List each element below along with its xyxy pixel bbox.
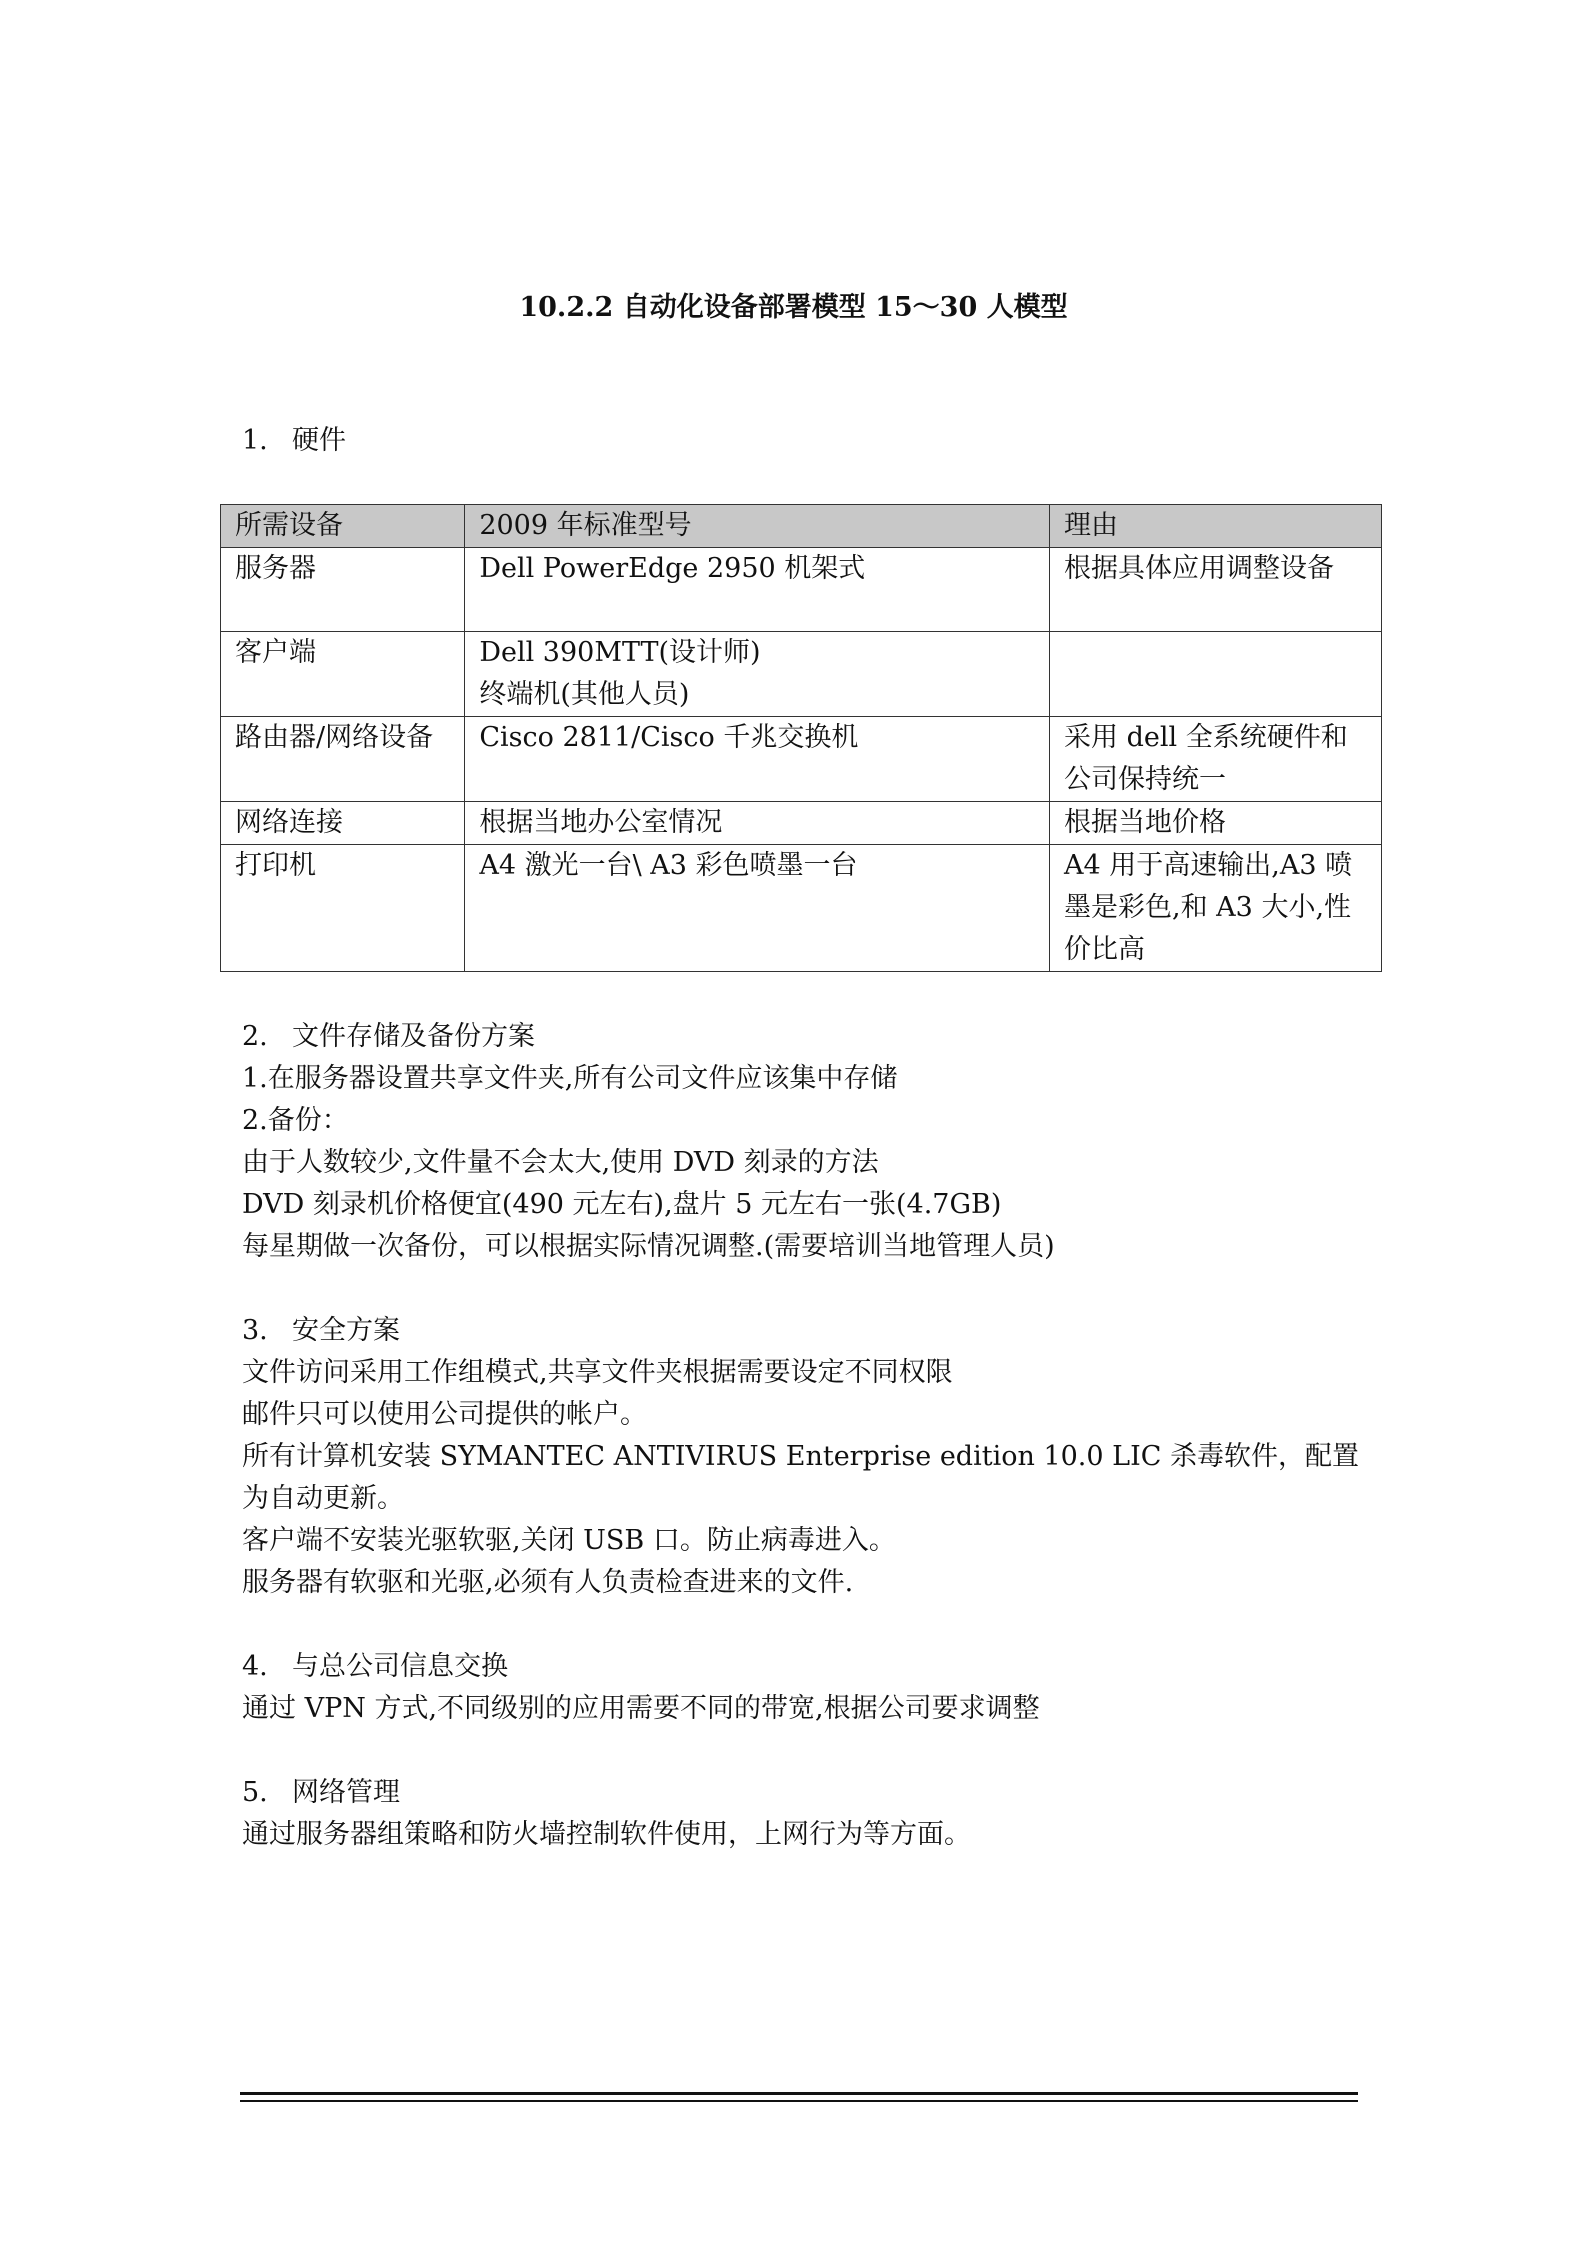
model-line: 根据当地办公室情况 <box>479 807 723 838</box>
text-line: 由于人数较少,文件量不会太大,使用 DVD 刻录的方法 <box>242 1147 879 1178</box>
column-header-device: 所需设备 <box>221 505 465 548</box>
cell-reason: 采用 dell 全系统硬件和公司保持统一 <box>1050 717 1382 802</box>
text-line: DVD 刻录机价格便宜(490 元左右),盘片 5 元左右一张(4.7GB) <box>242 1189 1002 1220</box>
text-line: 文件访问采用工作组模式,共享文件夹根据需要设定不同权限 <box>242 1357 953 1388</box>
model-line: Dell PowerEdge 2950 机架式 <box>479 553 866 584</box>
table-row <box>221 632 1382 717</box>
model-line: A4 激光一台\ A3 彩色喷墨一台 <box>479 850 858 881</box>
section-number: 4. <box>242 1651 268 1682</box>
section-number: 5. <box>242 1777 268 1808</box>
security-paragraph <box>242 1352 1362 1604</box>
footer-rule <box>240 2092 1358 2095</box>
section-title: 与总公司信息交换 <box>292 1651 508 1682</box>
cell-reason: A4 用于高速输出,A3 喷墨是彩色,和 A3 大小,性价比高 <box>1050 845 1382 972</box>
section-title: 硬件 <box>292 425 346 456</box>
text-line: 通过 VPN 方式,不同级别的应用需要不同的带宽,根据公司要求调整 <box>242 1693 1040 1724</box>
text-line: 每星期做一次备份，可以根据实际情况调整.(需要培训当地管理人员) <box>242 1231 1055 1262</box>
column-header-model: 2009 年标准型号 <box>465 505 1050 548</box>
column-header-reason: 理由 <box>1050 505 1382 548</box>
table-row <box>221 845 1382 972</box>
text-line: 客户端不安装光驱软驱,关闭 USB 口。防止病毒进入。 <box>242 1525 896 1556</box>
exchange-paragraph <box>242 1688 1040 1730</box>
footer-rule-thin <box>240 2100 1358 2102</box>
cell-device: 路由器/网络设备 <box>221 717 465 802</box>
document-title: 10.2.2 自动化设备部署模型 15～30 人模型 <box>519 292 1068 323</box>
section-title: 安全方案 <box>292 1315 400 1346</box>
table-header-row <box>221 505 1382 548</box>
table-row <box>221 802 1382 845</box>
model-line: Cisco 2811/Cisco 千兆交换机 <box>479 722 859 753</box>
text-line: 1.在服务器设置共享文件夹,所有公司文件应该集中存储 <box>242 1063 898 1094</box>
section-heading-storage <box>242 1016 535 1058</box>
section-title: 网络管理 <box>292 1777 400 1808</box>
text-line: 邮件只可以使用公司提供的帐户。 <box>242 1399 647 1430</box>
cell-device: 服务器 <box>221 548 465 632</box>
cell-reason: 根据当地价格 <box>1050 802 1382 845</box>
section-heading-hardware <box>242 420 346 462</box>
cell-device: 打印机 <box>221 845 465 972</box>
section-number: 3. <box>242 1315 268 1346</box>
text-line: 服务器有软驱和光驱,必须有人负责检查进来的文件. <box>242 1567 854 1598</box>
cell-model <box>465 548 1050 632</box>
section-heading-network <box>242 1772 400 1814</box>
table-row <box>221 717 1382 802</box>
table-row <box>221 548 1382 632</box>
cell-model <box>465 632 1050 717</box>
network-paragraph <box>242 1814 971 1856</box>
model-line: Dell 390MTT(设计师) <box>479 637 761 668</box>
cell-model <box>465 717 1050 802</box>
cell-model <box>465 845 1050 972</box>
section-heading-exchange <box>242 1646 508 1688</box>
storage-paragraph <box>242 1058 1055 1268</box>
cell-reason: 根据具体应用调整设备 <box>1050 548 1382 632</box>
text-line: 所有计算机安装 SYMANTEC ANTIVIRUS Enterprise edition 10.0 LIC 杀毒软件，配置为自动更新。 <box>242 1441 1359 1514</box>
section-heading-security <box>242 1310 400 1352</box>
section-number: 1. <box>242 425 268 456</box>
hardware-table <box>220 504 1382 972</box>
section-title: 文件存储及备份方案 <box>292 1021 535 1052</box>
text-line: 2.备份： <box>242 1105 349 1136</box>
cell-device: 客户端 <box>221 632 465 717</box>
cell-device: 网络连接 <box>221 802 465 845</box>
model-line: 终端机(其他人员) <box>479 679 690 710</box>
section-number: 2. <box>242 1021 268 1052</box>
cell-model <box>465 802 1050 845</box>
text-line: 通过服务器组策略和防火墙控制软件使用，上网行为等方面。 <box>242 1819 971 1850</box>
cell-reason <box>1050 632 1382 717</box>
